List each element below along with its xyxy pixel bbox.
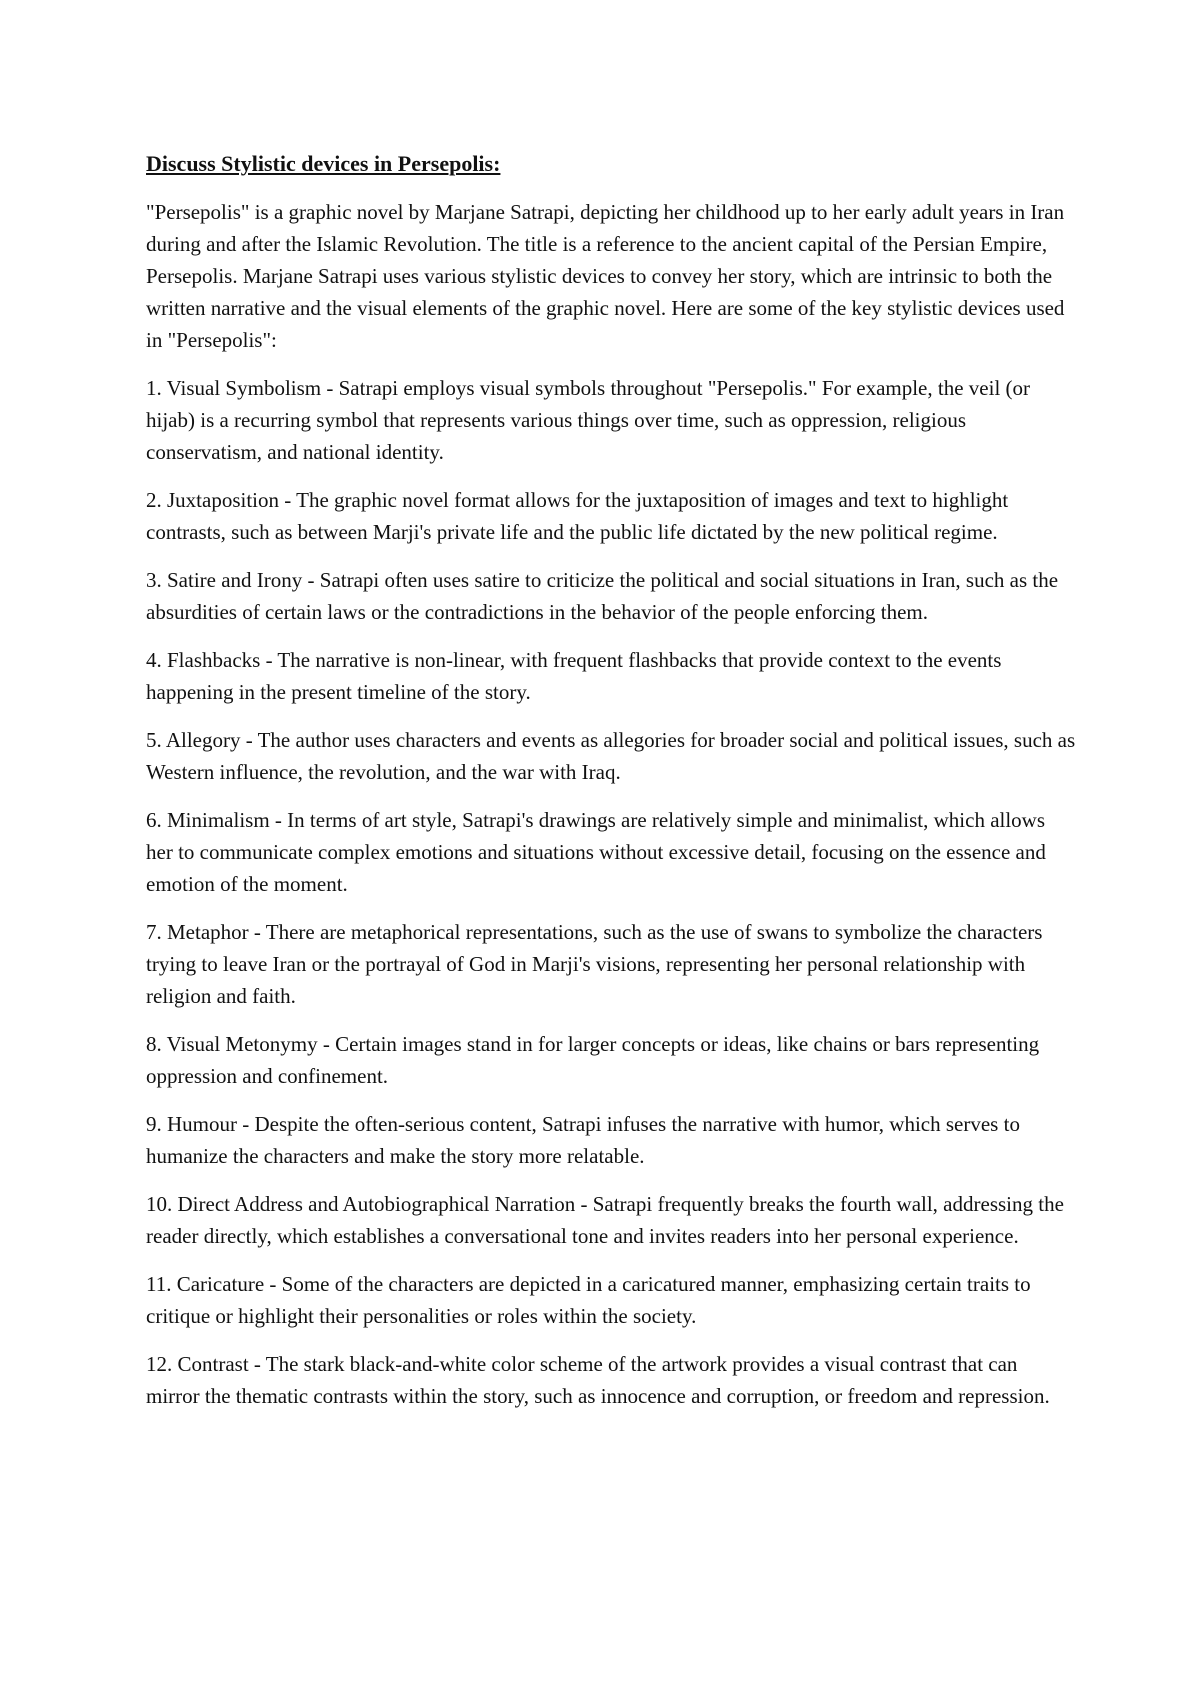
list-item-allegory: 5. Allegory - The author uses characters and events as allegories for broader social and political issues, such as Western influence, the revolution, and the war with Iraq. <box>146 728 1076 784</box>
list-item-contrast: 12. Contrast - The stark black-and-white color scheme of the artwork provides a visual contrast that can mirror the thematic contrasts within the story, such as innocence and corruption, or freedom and repression. <box>146 1352 1050 1408</box>
list-item-visual-symbolism: 1. Visual Symbolism - Satrapi employs visual symbols throughout "Persepolis." For example, the veil (or hijab) is a recurring symbol that represents various things over time, such as oppression, religious conservatism, and national identity. <box>146 376 1031 464</box>
list-item-flashbacks: 4. Flashbacks - The narrative is non-linear, with frequent flashbacks that provide context to the events happening in the present timeline of the story. <box>146 648 1002 704</box>
intro-paragraph: "Persepolis" is a graphic novel by Marjane Satrapi, depicting her childhood up to her early adult years in Iran during and after the Islamic Revolution. The title is a reference to the ancient capital of the Persian Empire, Persepolis. Marjane Satrapi uses various stylistic devices to convey her story, which are intrinsic to both the written narrative and the visual elements of the graphic novel. Here are some of the key stylistic devices used in "Persepolis": <box>146 200 1065 352</box>
document-title: Discuss Stylistic devices in Persepolis: <box>146 151 501 176</box>
list-item-humour: 9. Humour - Despite the often-serious content, Satrapi infuses the narrative with humor, which serves to humanize the characters and make the story more relatable. <box>146 1112 1020 1168</box>
list-item-visual-metonymy: 8. Visual Metonymy - Certain images stand in for larger concepts or ideas, like chains or bars representing oppression and confinement. <box>146 1032 1040 1088</box>
list-item-caricature: 11. Caricature - Some of the characters are depicted in a caricatured manner, emphasizing certain traits to critique or highlight their personalities or roles within the society. <box>146 1272 1031 1328</box>
list-item-juxtaposition: 2. Juxtaposition - The graphic novel format allows for the juxtaposition of images and text to highlight contrasts, such as between Marji's private life and the public life dictated by the new political regime. <box>146 488 1009 544</box>
list-item-metaphor: 7. Metaphor - There are metaphorical representations, such as the use of swans to symbolize the characters trying to leave Iran or the portrayal of God in Marji's visions, representing her personal relationship with religion and faith. <box>146 920 1043 1008</box>
list-item-minimalism: 6. Minimalism - In terms of art style, Satrapi's drawings are relatively simple and minimalist, which allows her to communicate complex emotions and situations without excessive detail, focusing on the essence and emotion of the moment. <box>146 808 1046 896</box>
list-item-satire-irony: 3. Satire and Irony - Satrapi often uses satire to criticize the political and social situations in Iran, such as the absurdities of certain laws or the contradictions in the behavior of the people enforcing them. <box>146 568 1059 624</box>
list-item-direct-address: 10. Direct Address and Autobiographical Narration - Satrapi frequently breaks the fourth wall, addressing the reader directly, which establishes a conversational tone and invites readers into her personal experience. <box>146 1192 1064 1248</box>
document-page <box>146 148 1076 1428</box>
